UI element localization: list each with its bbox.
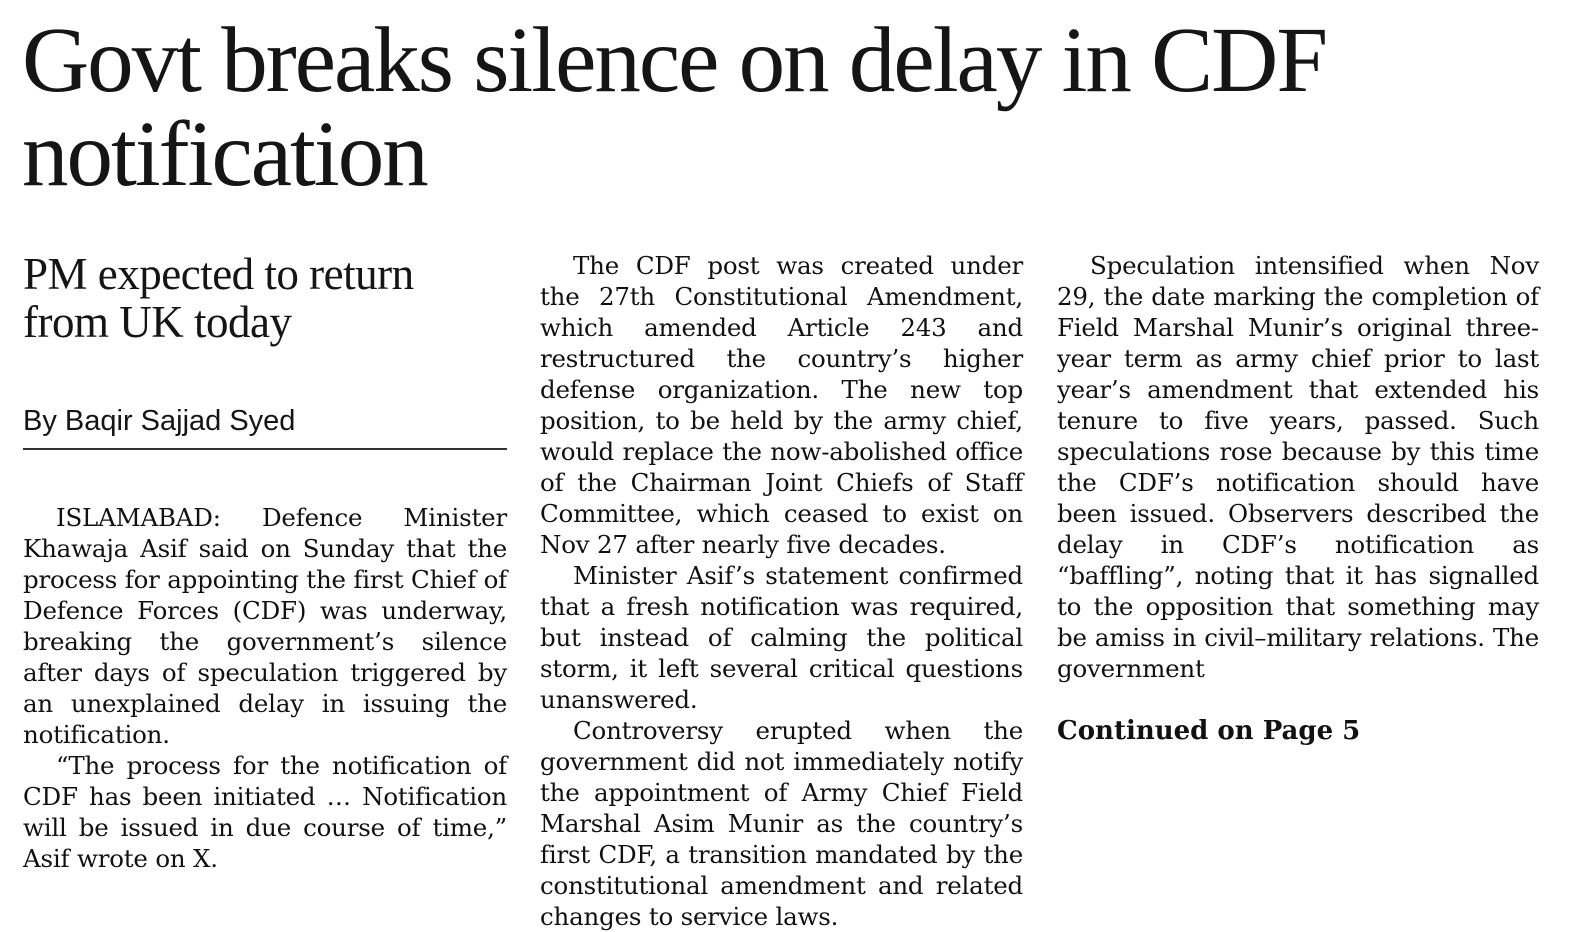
- paragraph-4: Minister Asif’s statement confirmed that a fresh notification was required, but instead of calming the political storm, it left several critical questions unanswered.: [540, 561, 1023, 714]
- paragraph-5: Controversy erupted when the government did not immediately notify the appointment of Army Chief Field Marshal Asim Munir as the country’s first CDF, a transition mandated by the constitutional amendment and related changes to service laws.: [540, 716, 1023, 931]
- column-3: [1057, 250, 1539, 746]
- paragraph-1: ISLAMABAD: Defence Minister Khawaja Asif said on Sunday that the process for appointing the first Chief of Defence Forces (CDF) was underway, breaking the government’s silence after days of speculation triggered by an unexplained delay in issuing the notification.: [23, 503, 507, 749]
- headline: Govt breaks silence on delay in CDF notification: [22, 9, 1327, 206]
- paragraph-6: Speculation intensified when Nov 29, the date marking the completion of Field Marshal Munir’s original three-year term as army chief prior to last year’s amendment that extended his tenure to five years, passed. Such speculations rose because by this time the CDF’s notification should have been issued. Observers described the delay in CDF’s notification as “baffling”, noting that it has signalled to the opposition that something may be amiss in civil–military relations. The government: [1057, 251, 1539, 683]
- paragraph-2: “The process for the notification of CDF has been initiated … Notification will be issued in due course of time,” Asif wrote on X.: [23, 751, 507, 873]
- column-1: [23, 250, 507, 874]
- deck-subheadline: PM expected to return from UK today: [23, 249, 414, 347]
- continued-link[interactable]: Continued on Page 5: [1057, 716, 1361, 746]
- byline: By Baqir Sajjad Syed: [23, 404, 507, 450]
- column-2: [540, 250, 1023, 932]
- paragraph-3: The CDF post was created under the 27th Constitutional Amendment, which amended Article 243 and restructured the country’s higher defense organization. The new top position, to be held by the army chief, would replace the now-abolished office of the Chairman Joint Chiefs of Staff Committee, which ceased to exist on Nov 27 after nearly five decades.: [540, 251, 1023, 559]
